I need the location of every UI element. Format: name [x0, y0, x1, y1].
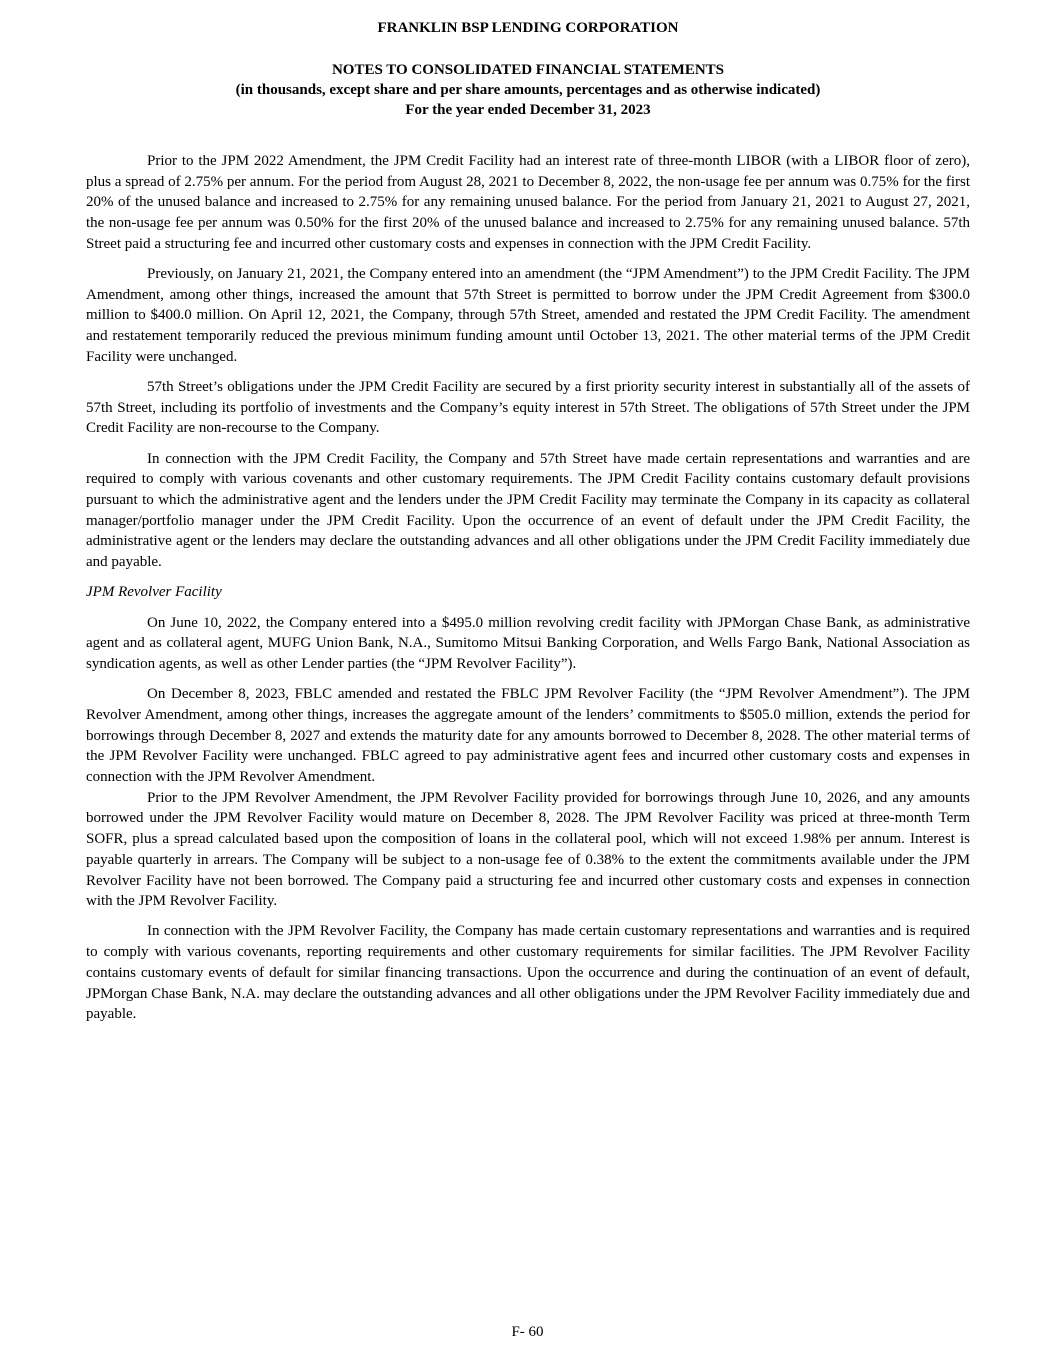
statement-period: For the year ended December 31, 2023 — [405, 102, 651, 118]
paragraph-libor-rate: Prior to the JPM 2022 Amendment, the JPM Credit Facility had an interest rate of three-month LIBOR (with a LIBOR floor of zero), plus a spread of 2.75% per annum. For the period from August 28, 2021 to December 8, 2022, the non-usage fee per annum was 0.75% for the first 20% of the unused balance and increased to 2.75% for any remaining unused balance. For the period from January 21, 2021 to August 27, 2021, the non-usage fee per annum was 0.50% for the first 20% of the unused balance and increased to 2.75% for any remaining unused balance. 57th Street paid a structuring fee and incurred other customary costs and expenses in connection with the JPM Credit Facility. — [86, 153, 970, 252]
paragraph-jpm-amendment: Previously, on January 21, 2021, the Company entered into an amendment (the “JPM Amendment”) to the JPM Credit Facility. The JPM Amendment, among other things, increased the amount that 57th Street is permitted to borrow under the JPM Credit Agreement from $300.0 million to $400.0 million. On April 12, 2021, the Company, through 57th Street, amended and restated the JPM Credit Facility. The amendment and restatement temporarily reduced the previous minimum funding amount until October 13, 2021. The other material terms of the JPM Credit Facility were unchanged. — [86, 266, 970, 365]
paragraph-revolver-entry: On June 10, 2022, the Company entered into a $495.0 million revolving credit facility with JPMorgan Chase Bank, as administrative agent and as collateral agent, MUFG Union Bank, N.A., Sumitomo Mitsui Banking Corporation, and Wells Fargo Bank, National Association as syndication agents, as well as other Lender parties (the “JPM Revolver Facility”). — [86, 614, 970, 672]
paragraph-covenants: In connection with the JPM Credit Facility, the Company and 57th Street have made certain representations and warranties and are required to comply with various covenants and other customary requirements. The JPM Credit Facility contains customary default provisions pursuant to which the administrative agent and the lenders under the JPM Credit Facility may terminate the Company in its capacity as collateral manager/portfolio manager under the JPM Credit Facility. Upon the occurrence of an event of default under the JPM Credit Facility, the administrative agent or the lenders may declare the outstanding advances and all other obligations under the JPM Credit Facility immediately due and payable. — [86, 450, 970, 571]
section-title-revolver: JPM Revolver Facility — [86, 584, 222, 601]
statement-title: NOTES TO CONSOLIDATED FINANCIAL STATEMENTS — [331, 62, 725, 78]
paragraph-revolver-covenants: In connection with the JPM Revolver Facility, the Company has made certain customary representations and warranties and is required to comply with various covenants, reporting requirements and other customary requirements for similar facilities. The JPM Revolver Facility contains customary events of default for similar financing transactions. Upon the occurrence and during the continuation of an event of default, JPMorgan Chase Bank, N.A. may declare the outstanding advances and all other obligations under the JPM Revolver Facility immediately due and payable. — [86, 923, 970, 1023]
paragraph-revolver-pricing: Prior to the JPM Revolver Amendment, the JPM Revolver Facility provided for borrowings through June 10, 2026, and any amounts borrowed under the JPM Revolver Facility would mature on December 8, 2028. The JPM Revolver Facility was priced at three-month Term SOFR, plus a spread calculated based upon the composition of loans in the collateral pool, which will not exceed 1.98% per annum. Interest is payable quarterly in arrears. The Company will be subject to a non-usage fee of 0.38% to the extent the commitments available under the JPM Revolver Facility have not been borrowed. The Company paid a structuring fee and incurred other customary costs and expenses in connection with the JPM Revolver Facility. — [86, 789, 970, 910]
document-page — [86, 18, 970, 1034]
company-name: FRANKLIN BSP LENDING CORPORATION — [377, 20, 679, 36]
page-number: F- 60 — [511, 1324, 544, 1340]
paragraph-revolver-amendment: On December 8, 2023, FBLC amended and restated the FBLC JPM Revolver Facility (the “JPM Revolver Amendment”). The JPM Revolver Amendment, among other things, increases the aggregate amount of the lenders’ commitments to $505.0 million, extends the period for borrowings through December 8, 2027 and extends the maturity date for any amounts borrowed to December 8, 2028. The other material terms of the JPM Revolver Facility were unchanged. FBLC agreed to pay administrative agent fees and incurred other customary costs and expenses in connection with the JPM Revolver Amendment. — [86, 686, 970, 785]
statement-heading — [86, 60, 970, 120]
paragraph-security-interest: 57th Street’s obligations under the JPM Credit Facility are secured by a first priority security interest in substantially all of the assets of 57th Street, including its portfolio of investments and the Company’s equity interest in 57th Street. The obligations of 57th Street under the JPM Credit Facility are non-recourse to the Company. — [86, 379, 970, 437]
statement-subtitle: (in thousands, except share and per share amounts, percentages and as otherwise indicated) — [235, 82, 821, 98]
